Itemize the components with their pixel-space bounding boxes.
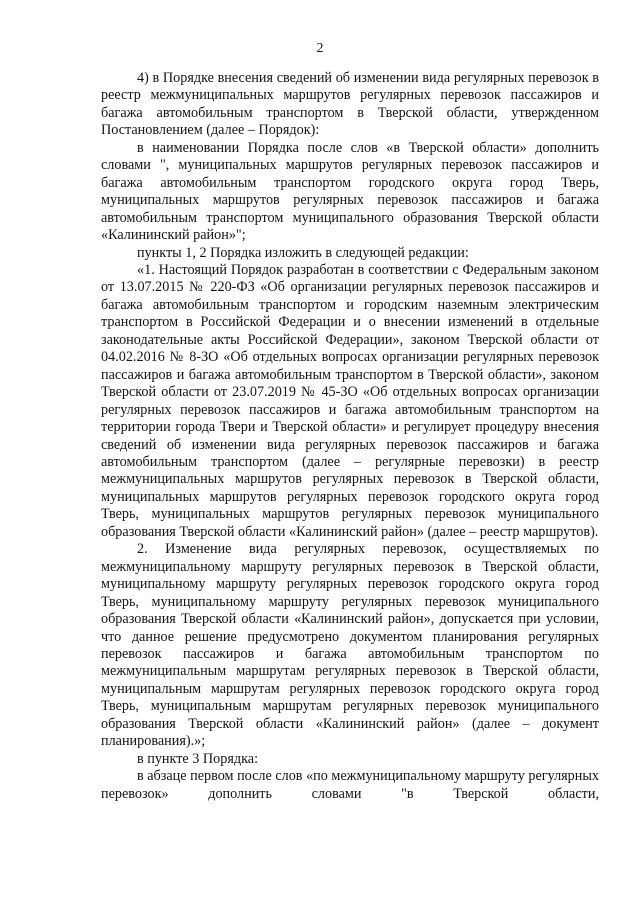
paragraph-title-amendment: в наименовании Порядка после слов «в Тверской области» дополнить словами ", муниципальных маршрутов регулярных перевозок пассажиров и багажа автомобильным транспортом городского округа город Тверь, муниципальных маршрутов регулярных перевозок пассажиров и багажа автомобильным транспортом муниципального образования Тверской области «Калининский район»"; bbox=[101, 139, 599, 244]
paragraph-point-3-intro: в пункте 3 Порядка: bbox=[137, 750, 259, 767]
paragraph-point-3-first-abzac: в абзаце первом после слов «по межмуниципальному маршруту регулярных перевозок» дополнить словами "в Тверской области, bbox=[101, 768, 599, 802]
paragraph-item-4: 4) в Порядке внесения сведений об изменении вида регулярных перевозок в реестр межмуниципальных маршрутов регулярных перевозок пассажиров и багажа автомобильным транспортом в Тверской области, утвержденном Постановлением (далее – Порядок): bbox=[101, 70, 599, 139]
paragraph-point-2: 2. Изменение вида регулярных перевозок, осуществляемых по межмуниципальному маршруту регулярных перевозок в Тверской области, муниципальному маршруту регулярных перевозок городского округа город Тверь, муниципальному маршруту регулярных перевозок муниципального образования Тверской области «Калининский район», допускается при условии, что данное решение предусмотрено документом планирования регулярных перевозок пассажиров и багажа автомобильным транспортом по межмуниципальным маршрутам регулярных перевозок в Тверской области, муниципальным маршрутам регулярных перевозок городского округа город Тверь, муниципальным маршрутам регулярных перевозок муниципального образования Тверской области «Калининский район» (далее – документ планирования).»; bbox=[101, 541, 599, 750]
paragraph-point-1: «1. Настоящий Порядок разработан в соответствии с Федеральным законом от 13.07.2015 № 220-ФЗ «Об организации регулярных перевозок пассажиров и багажа автомобильным транспортом и городским наземным электрическим транспортом в Российской Федерации и о внесении изменений в отдельные законодательные акты Российской Федерации», законом Тверской области от 04.02.2016 № 8-ЗО «Об отдельных вопросах организации регулярных перевозок пассажиров и багажа автомобильным транспортом в Тверской области», законом Тверской области от 23.07.2019 № 45-ЗО «Об отдельных вопросах организации регулярных перевозок пассажиров и багажа автомобильным транспортом на территории города Твери и Тверской области» и регулирует процедуру внесения сведений об изменении вида регулярных перевозок пассажиров и багажа автомобильным транспортом (далее – регулярные перевозки) в реестр межмуниципальных маршрутов регулярных перевозок в Тверской области, муниципальных маршрутов регулярных перевозок городского округа город Тверь, муниципальных маршрутов регулярных перевозок муниципального образования Тверской области «Калининский район» (далее – реестр маршрутов). bbox=[101, 261, 599, 540]
document-body bbox=[101, 70, 599, 803]
paragraph-points-1-2-intro: пункты 1, 2 Порядка изложить в следующей редакции: bbox=[137, 244, 469, 261]
page-number: 2 bbox=[316, 41, 324, 56]
